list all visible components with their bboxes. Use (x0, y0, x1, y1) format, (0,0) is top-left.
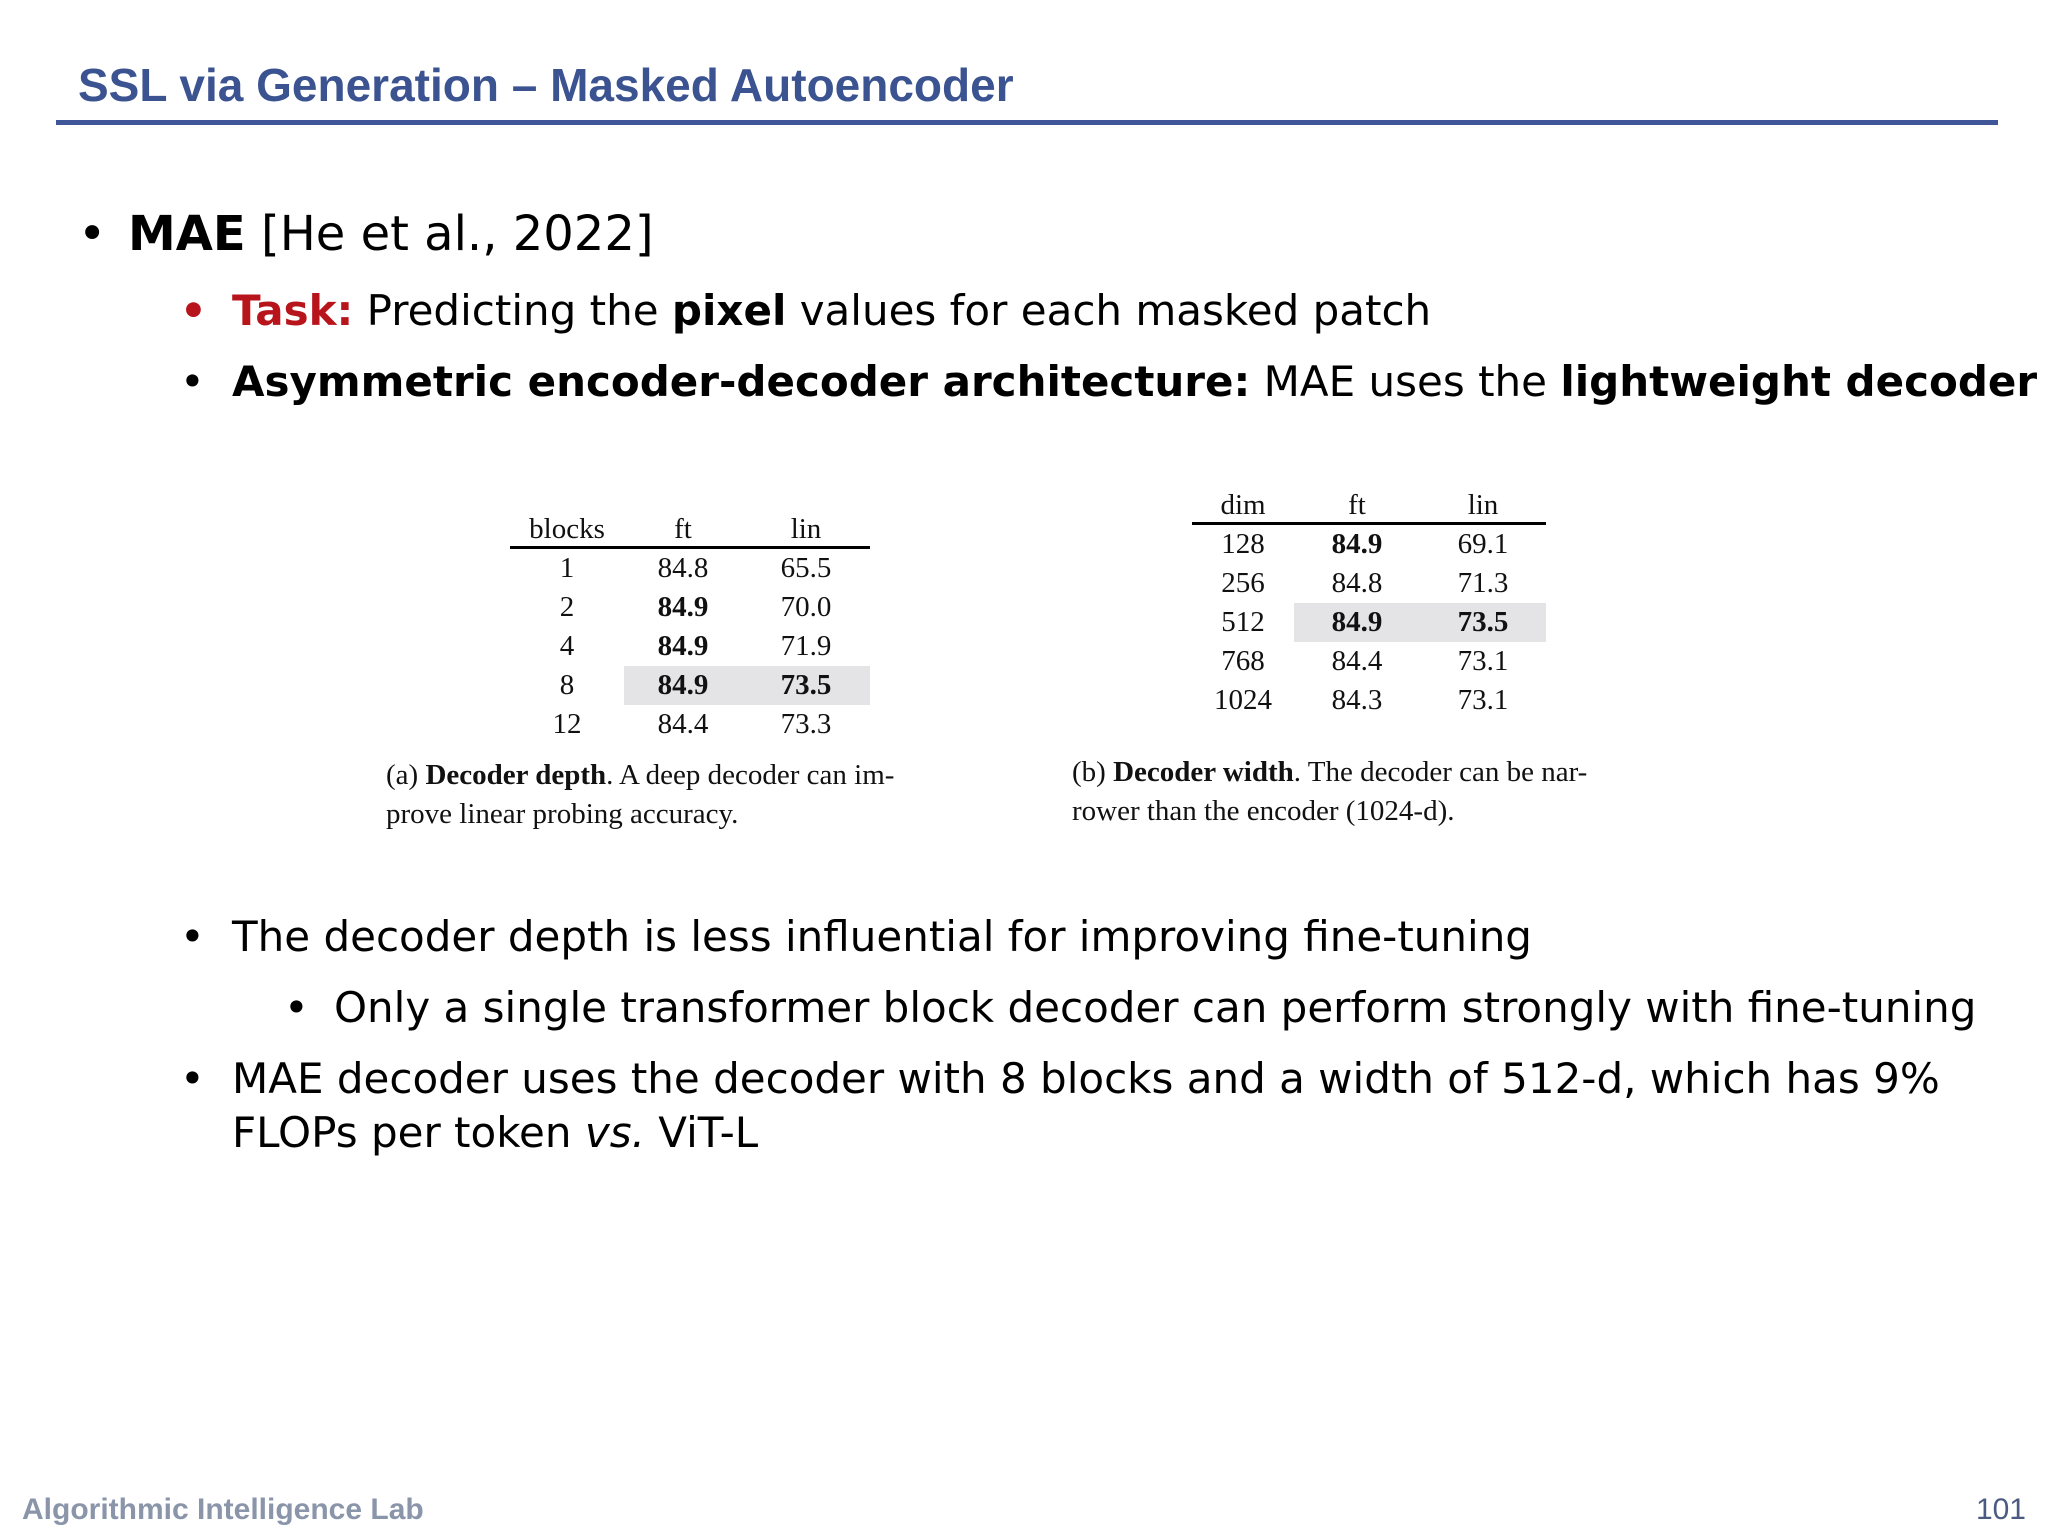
table-cell-highlighted: 73.5 (1420, 603, 1546, 642)
caption-bold: Decoder width (1113, 756, 1294, 788)
single-text: Only a single transformer block decoder can perform strongly with fine-tuning (334, 983, 1977, 1032)
task-label: Task: (232, 286, 354, 335)
table-cell-highlighted: 73.5 (742, 666, 870, 705)
table-row (510, 666, 870, 705)
table-cell: 70.0 (780, 591, 832, 623)
table-cell: 71.3 (1457, 567, 1509, 599)
table-cell: 12 (552, 708, 582, 740)
arch-text-bold: lightweight decoder (1560, 357, 2038, 406)
caption-bold: Decoder depth (425, 759, 607, 791)
column-header: lin (1467, 489, 1499, 521)
bullet-decoder-depth (180, 912, 1532, 961)
table-cell-highlighted: 84.9 (1294, 603, 1420, 642)
config-line-2-post: ViT-L (644, 1108, 759, 1157)
config-line-2-italic: vs. (584, 1108, 645, 1157)
bullet-mae (78, 206, 654, 262)
table-row (510, 705, 870, 744)
mae-citation: [He et al., 2022] (245, 206, 654, 262)
caption-line-2: prove linear probing accuracy. (386, 798, 739, 830)
table-cell: 73.1 (1457, 645, 1509, 677)
table-cell: 84.9 (1331, 528, 1383, 560)
bullet-single-block (284, 983, 1976, 1032)
config-line-1: MAE decoder uses the decoder with 8 blocks and a width of 512-d, which has 9% (232, 1054, 1940, 1103)
table-cell: 69.1 (1457, 528, 1509, 560)
table-row (1192, 564, 1546, 603)
slide-title: SSL via Generation – Masked Autoencoder (78, 59, 1014, 111)
task-text-pre: Predicting the (353, 286, 672, 335)
column-header: blocks (529, 513, 605, 545)
task-text-bold: pixel (671, 286, 787, 335)
table-cell: 84.4 (657, 708, 709, 740)
config-line-2-pre: FLOPs per token (232, 1108, 585, 1157)
bullet-dot: • (180, 286, 207, 335)
table-cell: 1 (559, 552, 575, 584)
arch-label: Asymmetric encoder-decoder architecture: (232, 357, 1251, 406)
caption-line-2: rower than the encoder (1024-d). (1072, 795, 1455, 827)
table-row (510, 627, 870, 666)
bullet-dot: • (78, 206, 107, 262)
table-cell: 768 (1221, 645, 1265, 677)
caption-text: . The decoder can be nar- (1293, 756, 1588, 788)
table-cell: 84.8 (657, 552, 709, 584)
table-cell: 84.4 (1331, 645, 1383, 677)
table-cell: 256 (1221, 567, 1265, 599)
table-cell: 128 (1221, 528, 1265, 560)
page-number: 101 (1975, 1493, 2026, 1526)
column-header: ft (1348, 489, 1366, 521)
table-row (1192, 642, 1546, 681)
table-cell: 84.8 (1331, 567, 1383, 599)
caption-text: . A deep decoder can im- (606, 759, 895, 791)
table-cell: 71.9 (780, 630, 832, 662)
bullet-architecture (180, 357, 2037, 406)
table-row (1192, 603, 1546, 642)
decoder-depth-caption (386, 756, 894, 834)
bullet-dot: • (180, 912, 205, 961)
table-row (510, 588, 870, 627)
column-header: lin (790, 513, 822, 545)
table-cell: 1024 (1214, 684, 1272, 716)
table-cell: 84.3 (1331, 684, 1383, 716)
task-text-post: values for each masked patch (786, 286, 1432, 335)
caption-prefix: (b) (1072, 756, 1114, 788)
table-row (1192, 681, 1546, 720)
decoder-width-table (1192, 486, 1546, 720)
title-divider (56, 120, 1998, 125)
bullet-dot: • (180, 357, 205, 406)
table-cell: 73.3 (780, 708, 832, 740)
table-cell: 73.1 (1457, 684, 1509, 716)
table-row (1192, 524, 1546, 565)
bullet-task (180, 286, 1431, 335)
decoder-width-caption (1072, 753, 1587, 831)
bullet-decoder-config (180, 1052, 1940, 1160)
mae-name: MAE (128, 206, 246, 262)
table-cell-highlighted: 84.9 (624, 666, 742, 705)
table-row (510, 548, 870, 589)
table-cell: 84.9 (657, 591, 709, 623)
footer-lab-name: Algorithmic Intelligence Lab (22, 1493, 424, 1526)
table-cell: 2 (559, 591, 575, 623)
table-cell: 8 (559, 669, 575, 701)
table-cell: 65.5 (780, 552, 832, 584)
decoder-depth-table (510, 510, 870, 744)
bullet-dot: • (180, 1054, 205, 1103)
depth-text: The decoder depth is less influential for improving fine-tuning (232, 912, 1532, 961)
table-cell: 4 (559, 630, 575, 662)
caption-prefix: (a) (386, 759, 426, 791)
table-cell: 84.9 (657, 630, 709, 662)
bullet-dot: • (284, 983, 309, 1032)
table-cell: 512 (1221, 606, 1265, 638)
column-header: ft (674, 513, 692, 545)
column-header: dim (1220, 489, 1266, 521)
arch-text: MAE uses the (1250, 357, 1561, 406)
